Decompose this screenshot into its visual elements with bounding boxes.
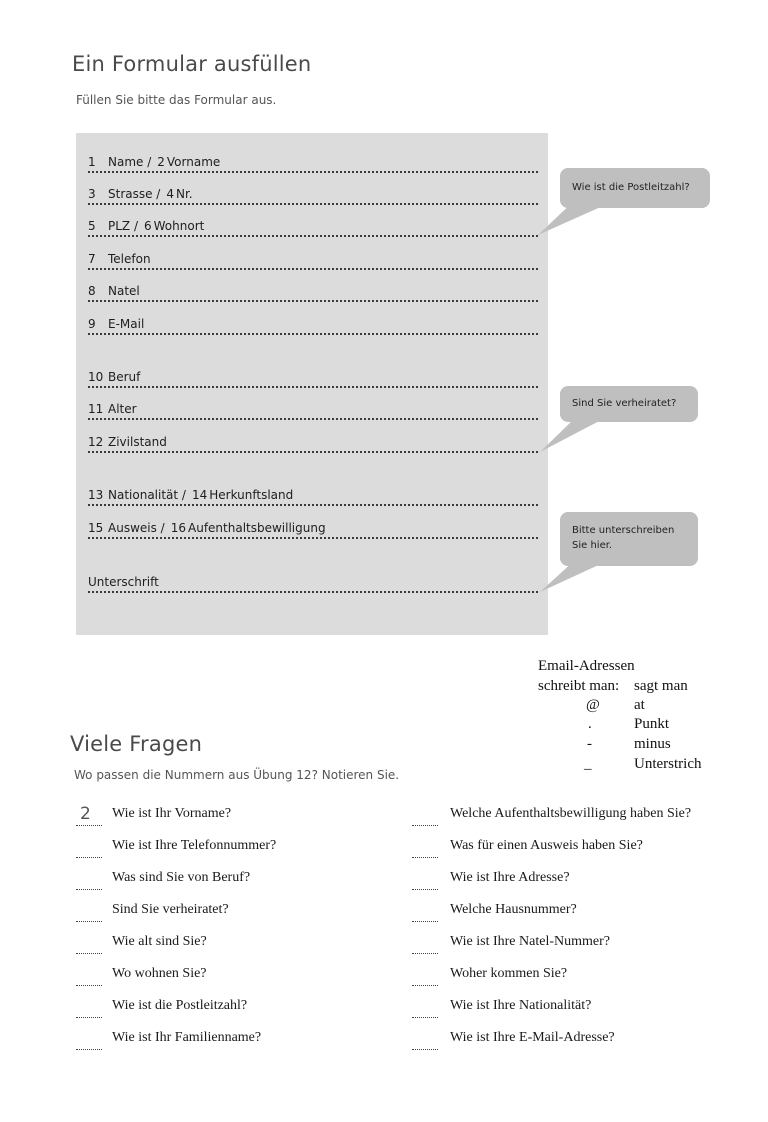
form-field-unterschrift[interactable] [88, 573, 538, 593]
question-text: Wie ist Ihre Nationalität? [450, 998, 592, 1013]
bubble-text: Sie hier. [572, 540, 613, 551]
field-label: Vorname [166, 155, 221, 169]
question-text: Was für einen Ausweis haben Sie? [450, 838, 643, 853]
email-ref-symbol: . [588, 716, 592, 732]
field-label: Telefon [108, 252, 151, 266]
field-number: 15 [88, 521, 104, 535]
answer-blank[interactable] [412, 1000, 438, 1018]
speech-bubble-unterschreiben [560, 512, 698, 566]
field-label: Herkunftsland [209, 488, 294, 502]
form-field-zivilstand[interactable] [88, 433, 538, 453]
form-field-beruf[interactable] [88, 368, 538, 388]
bubble-text: Bitte unterschreiben [572, 525, 675, 536]
question-text: Welche Aufenthaltsbewilligung haben Sie? [450, 806, 692, 821]
section-instruction-fragen: Wo passen die Nummern aus Übung 12? Notieren Sie. [74, 768, 400, 782]
field-label: E-Mail [108, 317, 145, 331]
answer-blank[interactable] [412, 936, 438, 954]
question-text: Wie ist Ihre E-Mail-Adresse? [450, 1030, 615, 1045]
speech-bubble-verheiratet [560, 386, 698, 422]
field-label: Aufenthaltsbewilligung [188, 521, 326, 535]
field-label: Strasse / [108, 187, 161, 201]
question-text: Wie ist Ihr Familienname? [112, 1030, 262, 1045]
field-number: 2 [157, 155, 165, 169]
field-label: Nr. [176, 187, 193, 201]
section-instruction-formular: Füllen Sie bitte das Formular aus. [76, 93, 277, 107]
field-label: Zivilstand [108, 435, 167, 449]
answer-value: 2 [80, 804, 91, 824]
field-label: Nationalität / [108, 488, 186, 502]
question-text: Wie ist Ihre Adresse? [450, 870, 570, 885]
bubble-text: Wie ist die Postleitzahl? [572, 182, 690, 193]
email-ref-col2-header: sagt man [634, 678, 688, 694]
field-number: 6 [144, 219, 152, 233]
form-field-nationalitaet[interactable] [88, 486, 538, 506]
answer-blank[interactable] [412, 872, 438, 890]
form-field-email[interactable] [88, 315, 538, 335]
field-number: 1 [88, 155, 96, 169]
answer-blank[interactable] [76, 1000, 102, 1018]
form-field-alter[interactable] [88, 400, 538, 420]
field-number: 4 [166, 187, 174, 201]
answer-blank[interactable] [412, 968, 438, 986]
field-label: Beruf [108, 370, 141, 384]
bubble-tail [540, 418, 605, 452]
field-number: 10 [88, 370, 104, 384]
field-number: 5 [88, 219, 96, 233]
email-ref-spoken: minus [634, 736, 671, 752]
field-label: Ausweis / [108, 521, 165, 535]
field-label: Alter [108, 402, 137, 416]
field-number: 7 [88, 252, 96, 266]
answer-blank[interactable] [412, 1032, 438, 1050]
speech-bubble-postleitzahl [560, 168, 710, 208]
field-label: Unterschrift [88, 575, 159, 589]
form-field-telefon[interactable] [88, 250, 538, 270]
field-label: PLZ / [108, 219, 138, 233]
question-text: Welche Hausnummer? [450, 902, 577, 917]
section-title-formular: Ein Formular ausfüllen [72, 52, 312, 76]
email-ref-col1-header: schreibt man: [538, 678, 620, 694]
field-number: 12 [88, 435, 104, 449]
section-title-fragen: Viele Fragen [70, 732, 203, 756]
question-text: Wie alt sind Sie? [112, 934, 207, 949]
answer-blank[interactable] [412, 904, 438, 922]
field-number: 9 [88, 317, 96, 331]
question-text: Sind Sie verheiratet? [112, 902, 229, 917]
answer-blank[interactable] [76, 804, 102, 826]
field-number: 16 [170, 521, 186, 535]
field-number: 11 [88, 402, 104, 416]
field-number: 8 [88, 284, 96, 298]
form-field-name[interactable] [88, 153, 538, 173]
question-text: Wie ist Ihre Telefonnummer? [112, 838, 277, 853]
answer-blank[interactable] [76, 968, 102, 986]
answer-blank[interactable] [76, 872, 102, 890]
question-text: Woher kommen Sie? [450, 966, 568, 981]
form-field-strasse[interactable] [88, 185, 538, 205]
form-field-natel[interactable] [88, 282, 538, 302]
question-text: Was sind Sie von Beruf? [112, 870, 251, 885]
question-text: Wie ist die Postleitzahl? [112, 998, 248, 1013]
field-number: 14 [191, 488, 208, 502]
answer-blank[interactable] [76, 936, 102, 954]
question-text: Wie ist Ihre Natel-Nummer? [450, 934, 610, 949]
email-ref-spoken: Punkt [634, 716, 670, 732]
field-label: Natel [108, 284, 140, 298]
question-text: Wie ist Ihr Vorname? [112, 806, 232, 821]
email-ref-symbol: _ [584, 756, 592, 772]
answer-blank[interactable] [412, 808, 438, 826]
answer-blank[interactable] [76, 1032, 102, 1050]
email-ref-spoken: Unterstrich [634, 756, 702, 772]
email-ref-symbol: @ [586, 697, 600, 713]
answer-blank[interactable] [76, 840, 102, 858]
field-label: Wohnort [153, 219, 205, 233]
email-ref-symbol: - [587, 736, 592, 752]
form-field-plz[interactable] [88, 217, 538, 237]
answer-blank[interactable] [412, 840, 438, 858]
answer-blank[interactable] [76, 904, 102, 922]
bubble-text: Sind Sie verheiratet? [572, 398, 677, 409]
email-ref-spoken: at [634, 697, 645, 713]
question-text: Wo wohnen Sie? [112, 966, 207, 981]
email-ref-title: Email-Adressen [538, 658, 635, 674]
form-field-ausweis[interactable] [88, 519, 538, 539]
field-label: Name / [108, 155, 152, 169]
field-number: 3 [88, 187, 96, 201]
field-number: 13 [88, 488, 104, 502]
